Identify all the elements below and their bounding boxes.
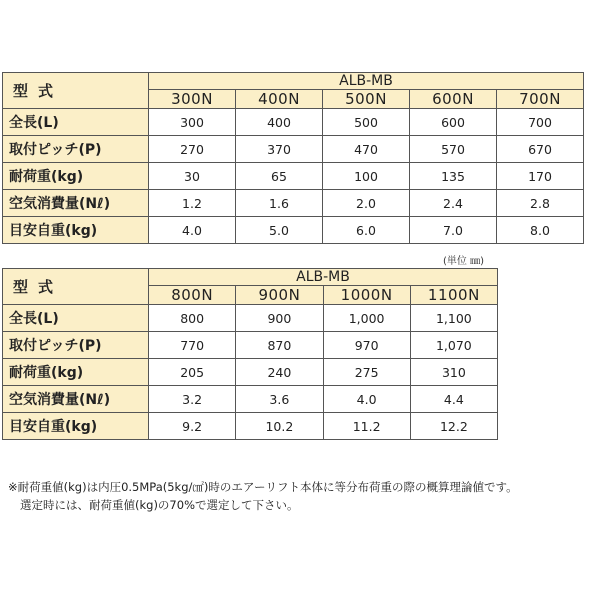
value-cell: 970 [323, 332, 410, 359]
value-cell: 2.8 [497, 190, 584, 217]
value-cell: 800 [149, 305, 236, 332]
model-cell: 800N [149, 286, 236, 305]
row-label: 全長(L) [3, 305, 149, 332]
value-cell: 370 [236, 136, 323, 163]
table-row [3, 109, 584, 136]
value-cell: 170 [497, 163, 584, 190]
row-label: 耐荷重(kg) [3, 359, 149, 386]
value-cell: 1.6 [236, 190, 323, 217]
value-cell: 6.0 [323, 217, 410, 244]
value-cell: 2.0 [323, 190, 410, 217]
value-cell: 270 [149, 136, 236, 163]
value-cell: 600 [410, 109, 497, 136]
model-cell: 300N [149, 90, 236, 109]
value-cell: 11.2 [323, 413, 410, 440]
value-cell: 30 [149, 163, 236, 190]
series-header: ALB-MB [149, 73, 584, 90]
value-cell: 100 [323, 163, 410, 190]
table-row [3, 136, 584, 163]
value-cell: 12.2 [410, 413, 497, 440]
table-header-row [3, 73, 584, 90]
footnote-line-2: 選定時には、耐荷重値(kg)の70%で選定して下さい。 [20, 498, 299, 512]
value-cell: 1,100 [410, 305, 497, 332]
model-cell: 1000N [323, 286, 410, 305]
row-label: 目安自重(kg) [3, 413, 149, 440]
value-cell: 1.2 [149, 190, 236, 217]
table-row [3, 190, 584, 217]
value-cell: 500 [323, 109, 410, 136]
table-row [3, 413, 498, 440]
value-cell: 7.0 [410, 217, 497, 244]
table-row [3, 305, 498, 332]
table-row [3, 359, 498, 386]
value-cell: 275 [323, 359, 410, 386]
model-header: 型式 [3, 73, 149, 109]
value-cell: 1,070 [410, 332, 497, 359]
value-cell: 10.2 [236, 413, 323, 440]
value-cell: 8.0 [497, 217, 584, 244]
value-cell: 570 [410, 136, 497, 163]
value-cell: 770 [149, 332, 236, 359]
value-cell: 470 [323, 136, 410, 163]
value-cell: 65 [236, 163, 323, 190]
model-cell: 700N [497, 90, 584, 109]
value-cell: 4.4 [410, 386, 497, 413]
value-cell: 4.0 [149, 217, 236, 244]
value-cell: 700 [497, 109, 584, 136]
model-cell: 600N [410, 90, 497, 109]
row-label: 目安自重(kg) [3, 217, 149, 244]
value-cell: 2.4 [410, 190, 497, 217]
table-row [3, 217, 584, 244]
value-cell: 310 [410, 359, 497, 386]
value-cell: 870 [236, 332, 323, 359]
value-cell: 1,000 [323, 305, 410, 332]
model-header: 型式 [3, 269, 149, 305]
series-header: ALB-MB [149, 269, 498, 286]
value-cell: 900 [236, 305, 323, 332]
table-row [3, 163, 584, 190]
table-row [3, 332, 498, 359]
value-cell: 240 [236, 359, 323, 386]
row-label: 取付ピッチ(P) [3, 332, 149, 359]
model-cell: 900N [236, 286, 323, 305]
value-cell: 3.6 [236, 386, 323, 413]
value-cell: 670 [497, 136, 584, 163]
table-row [3, 386, 498, 413]
spec-table-2 [2, 268, 498, 440]
value-cell: 9.2 [149, 413, 236, 440]
row-label: 耐荷重(kg) [3, 163, 149, 190]
value-cell: 3.2 [149, 386, 236, 413]
spec-table-1 [2, 72, 584, 244]
value-cell: 205 [149, 359, 236, 386]
value-cell: 135 [410, 163, 497, 190]
footnote-line-1: ※耐荷重値(kg)は内圧0.5MPa(5kg/㎠)時のエアーリフト本体に等分布荷重の際の概算理論値です。 [8, 480, 518, 494]
row-label: 空気消費量(Nℓ) [3, 190, 149, 217]
model-cell: 500N [323, 90, 410, 109]
value-cell: 400 [236, 109, 323, 136]
footnote [8, 478, 598, 514]
value-cell: 300 [149, 109, 236, 136]
row-label: 取付ピッチ(P) [3, 136, 149, 163]
row-label: 空気消費量(Nℓ) [3, 386, 149, 413]
value-cell: 4.0 [323, 386, 410, 413]
model-cell: 1100N [410, 286, 497, 305]
row-label: 全長(L) [3, 109, 149, 136]
unit-note: (単位 ㎜) [443, 256, 484, 267]
value-cell: 5.0 [236, 217, 323, 244]
model-cell: 400N [236, 90, 323, 109]
table-header-row [3, 269, 498, 286]
